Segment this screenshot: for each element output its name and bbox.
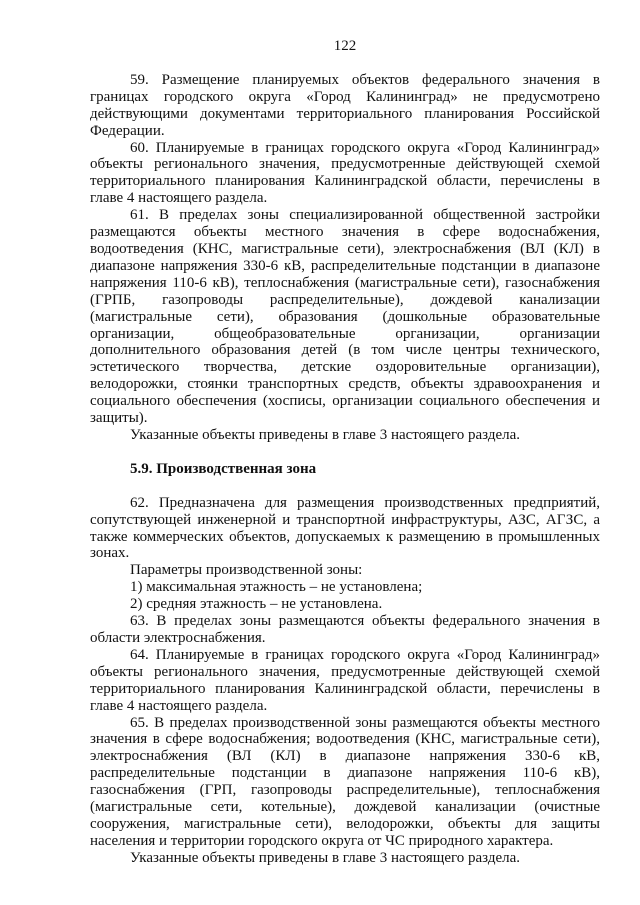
parameter-item-1: 1) максимальная этажность – не установлена;: [130, 579, 423, 596]
spacer: [90, 444, 600, 461]
paragraph-65: 65. В пределах производственной зоны размещаются объекты местного значения в сфере водоснабжения; водоотведения (КНС, магистральные сети), электроснабжения (ВЛ (КЛ) в диапазоне напряжения 330-6 кВ, распределительные подстанции в диапазоне напряжения 110-6 кВ), газоснабжения (ГРП, газопроводы распределительные), теплоснабжения (магистральные сети, котельные), дождевой канализации (очистные сооружения, магистральные сети), велодорожки, объекты для защиты населения и территории городского округа от ЧС природного характера.: [90, 714, 600, 849]
paragraph-60: 60. Планируемые в границах городского округа «Город Калининград» объекты регионального значения, предусмотренные действующей схемой территориального планирования Калининградской области, перечислены в главе 4 настоящего раздела.: [90, 139, 600, 207]
paragraph-63: 63. В пределах зоны размещаются объекты федерального значения в области электроснабжения.: [90, 613, 600, 646]
parameters-heading: Параметры производственной зоны:: [130, 562, 363, 579]
paragraph-59: 59. Размещение планируемых объектов федерального значения в границах городского округа «Город Калининград» не предусмотрено действующими документами территориального планирования Российской Федерации.: [90, 71, 600, 139]
section-heading: 5.9. Производственная зона: [130, 460, 317, 477]
paragraph-reference-top: Указанные объекты приведены в главе 3 настоящего раздела.: [130, 426, 521, 443]
parameter-item-2: 2) средняя этажность – не установлена.: [130, 596, 383, 613]
paragraph-64: 64. Планируемые в границах городского округа «Город Калининград» объекты регионального значения, предусмотренные действующей схемой территориального планирования Калининградской области, перечислены в главе 4 настоящего раздела.: [90, 646, 600, 714]
paragraph-61: 61. В пределах зоны специализированной общественной застройки размещаются объекты местного значения в сфере водоснабжения, водоотведения (КНС, магистральные сети), электроснабжения (ВЛ (КЛ) в диапазоне напряжения 330-6 кВ, распределительные подстанции в диапазоне напряжения 110-6 кВ), теплоснабжения (магистральные сети), газоснабжения (ГРПБ, газопроводы распределительные), дождевой канализации (магистральные сети), образования (дошкольные образовательные организации, общеобразовательные организации, организации дополнительного образования детей (в том числе центры технического, эстетического творчества, детские оздоровительные организации), велодорожки, стоянки транспортных средств, объекты здравоохранения и социального обеспечения (хосписы, организации социального обеспечения и защиты).: [90, 207, 600, 427]
page-number: 122: [333, 38, 357, 54]
paragraph-62: 62. Предназначена для размещения производственных предприятий, сопутствующей инженерной и транспортной инфраструктуры, АЗС, АГЗС, а также коммерческих объектов, допускаемых к размещению в промышленных зонах.: [90, 494, 600, 562]
spacer: [90, 478, 600, 495]
paragraph-reference-bottom: Указанные объекты приведены в главе 3 настоящего раздела.: [130, 849, 521, 866]
